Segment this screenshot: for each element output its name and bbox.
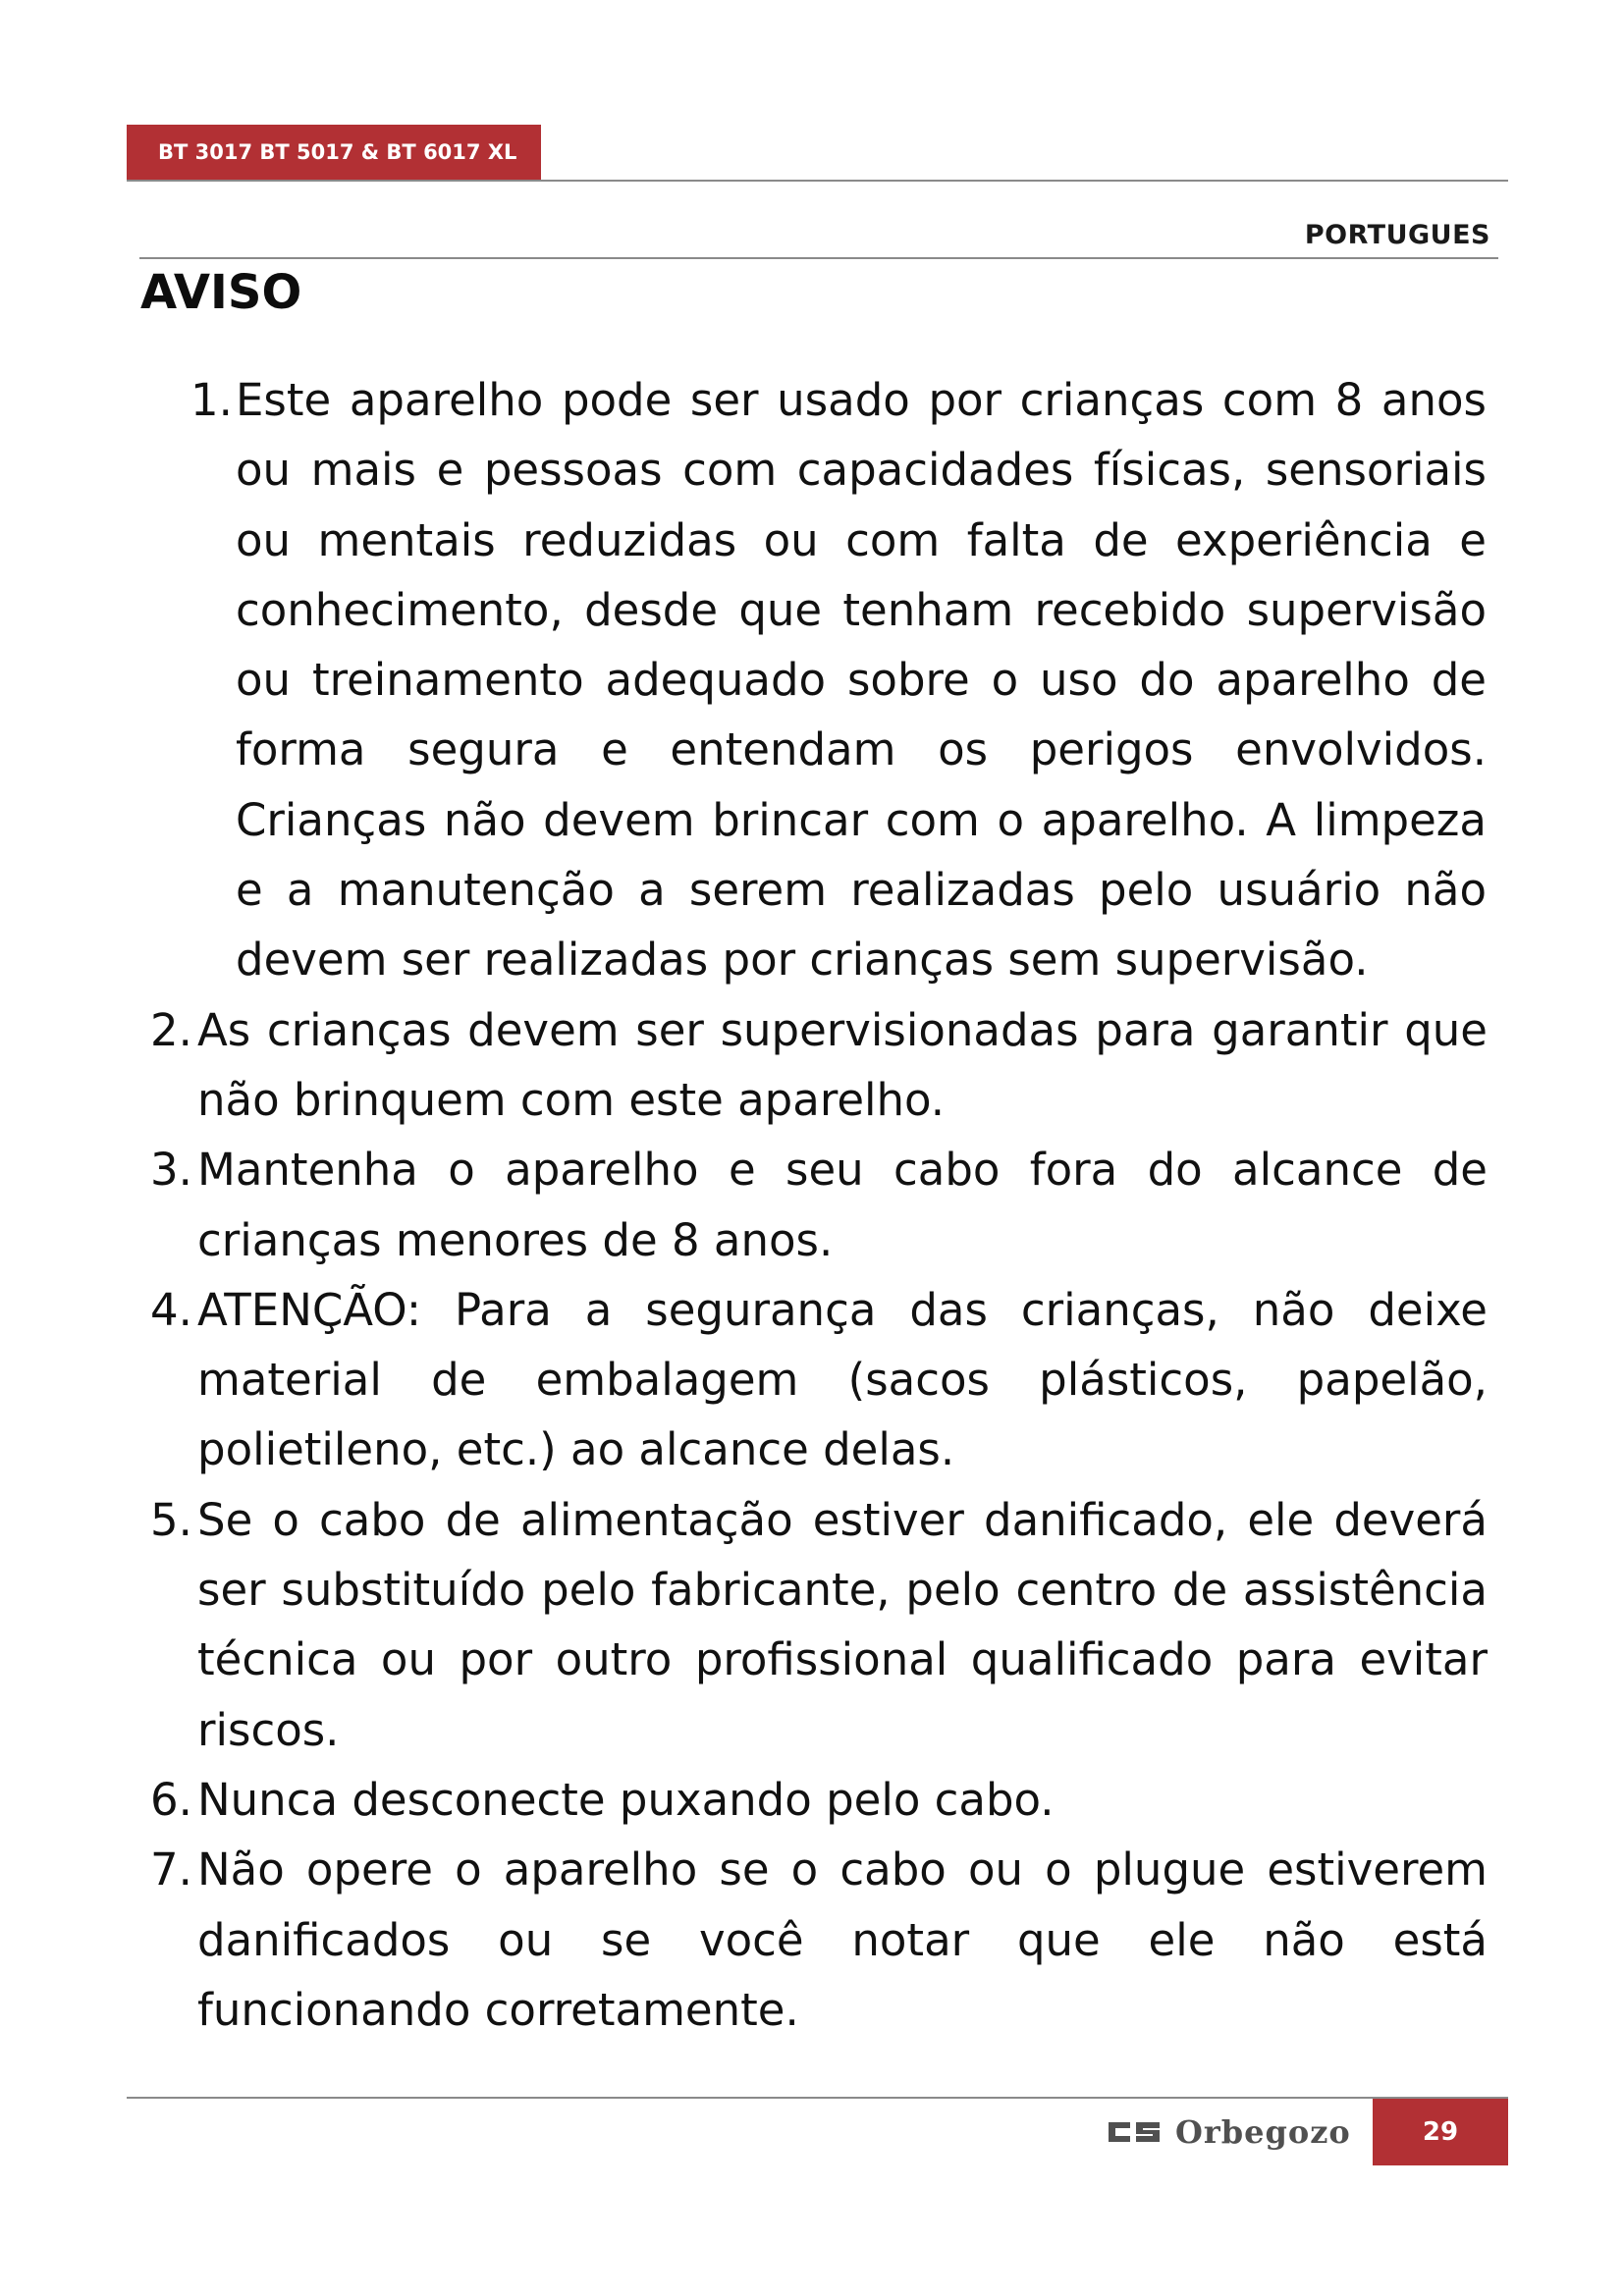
warning-text: As crianças devem ser supervisionadas para garantir que não brinquem com este aparelho. bbox=[197, 1003, 1488, 1126]
warning-text: Se o cabo de alimentação estiver danificado, ele deverá ser substituído pelo fabricante, pelo centro de assistência técnica ou por outro profissional qualificado para evitar riscos. bbox=[197, 1493, 1488, 1756]
warning-item bbox=[150, 1135, 1488, 1275]
warning-item bbox=[150, 1275, 1488, 1485]
warning-item bbox=[150, 995, 1488, 1136]
warning-text: ATENÇÃO: Para a segurança das crianças, não deixe material de embalagem (sacos plásticos, papelão, polietileno, etc.) ao alcance delas. bbox=[197, 1283, 1488, 1476]
header-divider bbox=[127, 180, 1508, 182]
model-label: BT 3017 BT 5017 & BT 6017 XL bbox=[127, 125, 541, 180]
brand-logo bbox=[1107, 2110, 1351, 2154]
warning-number: 6. bbox=[150, 1773, 192, 1826]
warning-list bbox=[0, 365, 1624, 2045]
page-number: 29 bbox=[1373, 2099, 1508, 2165]
warning-text: Nunca desconecte puxando pelo cabo. bbox=[197, 1773, 1055, 1826]
language-divider bbox=[139, 257, 1498, 259]
footer-divider bbox=[127, 2097, 1508, 2099]
warning-number: 2. bbox=[150, 1003, 192, 1056]
warning-item bbox=[150, 1765, 1488, 1835]
warning-number: 1. bbox=[190, 374, 233, 426]
warning-text: Mantenha o aparelho e seu cabo fora do alcance de crianças menores de 8 anos. bbox=[197, 1144, 1488, 1266]
section-title: AVISO bbox=[140, 265, 302, 320]
warning-text: Este aparelho pode ser usado por crianças com 8 anos ou mais e pessoas com capacidades físicas, sensoriais ou mentais reduzidas ou com falta de experiência e conhecimento, desde que tenham recebido supervisão ou treinamento adequado sobre o uso do aparelho de forma segura e entendam os perigos envolvidos. Crianças não devem brincar com o aparelho. A limpeza e a manutenção a serem realizadas pelo usuário não devem ser realizadas por crianças sem supervisão. bbox=[236, 374, 1487, 987]
warning-item bbox=[150, 1835, 1488, 2045]
brand-mark-icon bbox=[1107, 2118, 1162, 2146]
warning-item bbox=[150, 1485, 1488, 1765]
warning-item bbox=[190, 365, 1487, 995]
warning-number: 7. bbox=[150, 1843, 192, 1896]
warning-number: 5. bbox=[150, 1493, 192, 1546]
language-label: PORTUGUES bbox=[1304, 220, 1490, 250]
warning-text: Não opere o aparelho se o cabo ou o plugue estiverem danificados ou se você notar que ele não está funcionando corretamente. bbox=[197, 1843, 1488, 2036]
warning-number: 4. bbox=[150, 1283, 192, 1336]
warning-number: 3. bbox=[150, 1144, 192, 1197]
brand-name: Orbegozo bbox=[1175, 2113, 1351, 2151]
